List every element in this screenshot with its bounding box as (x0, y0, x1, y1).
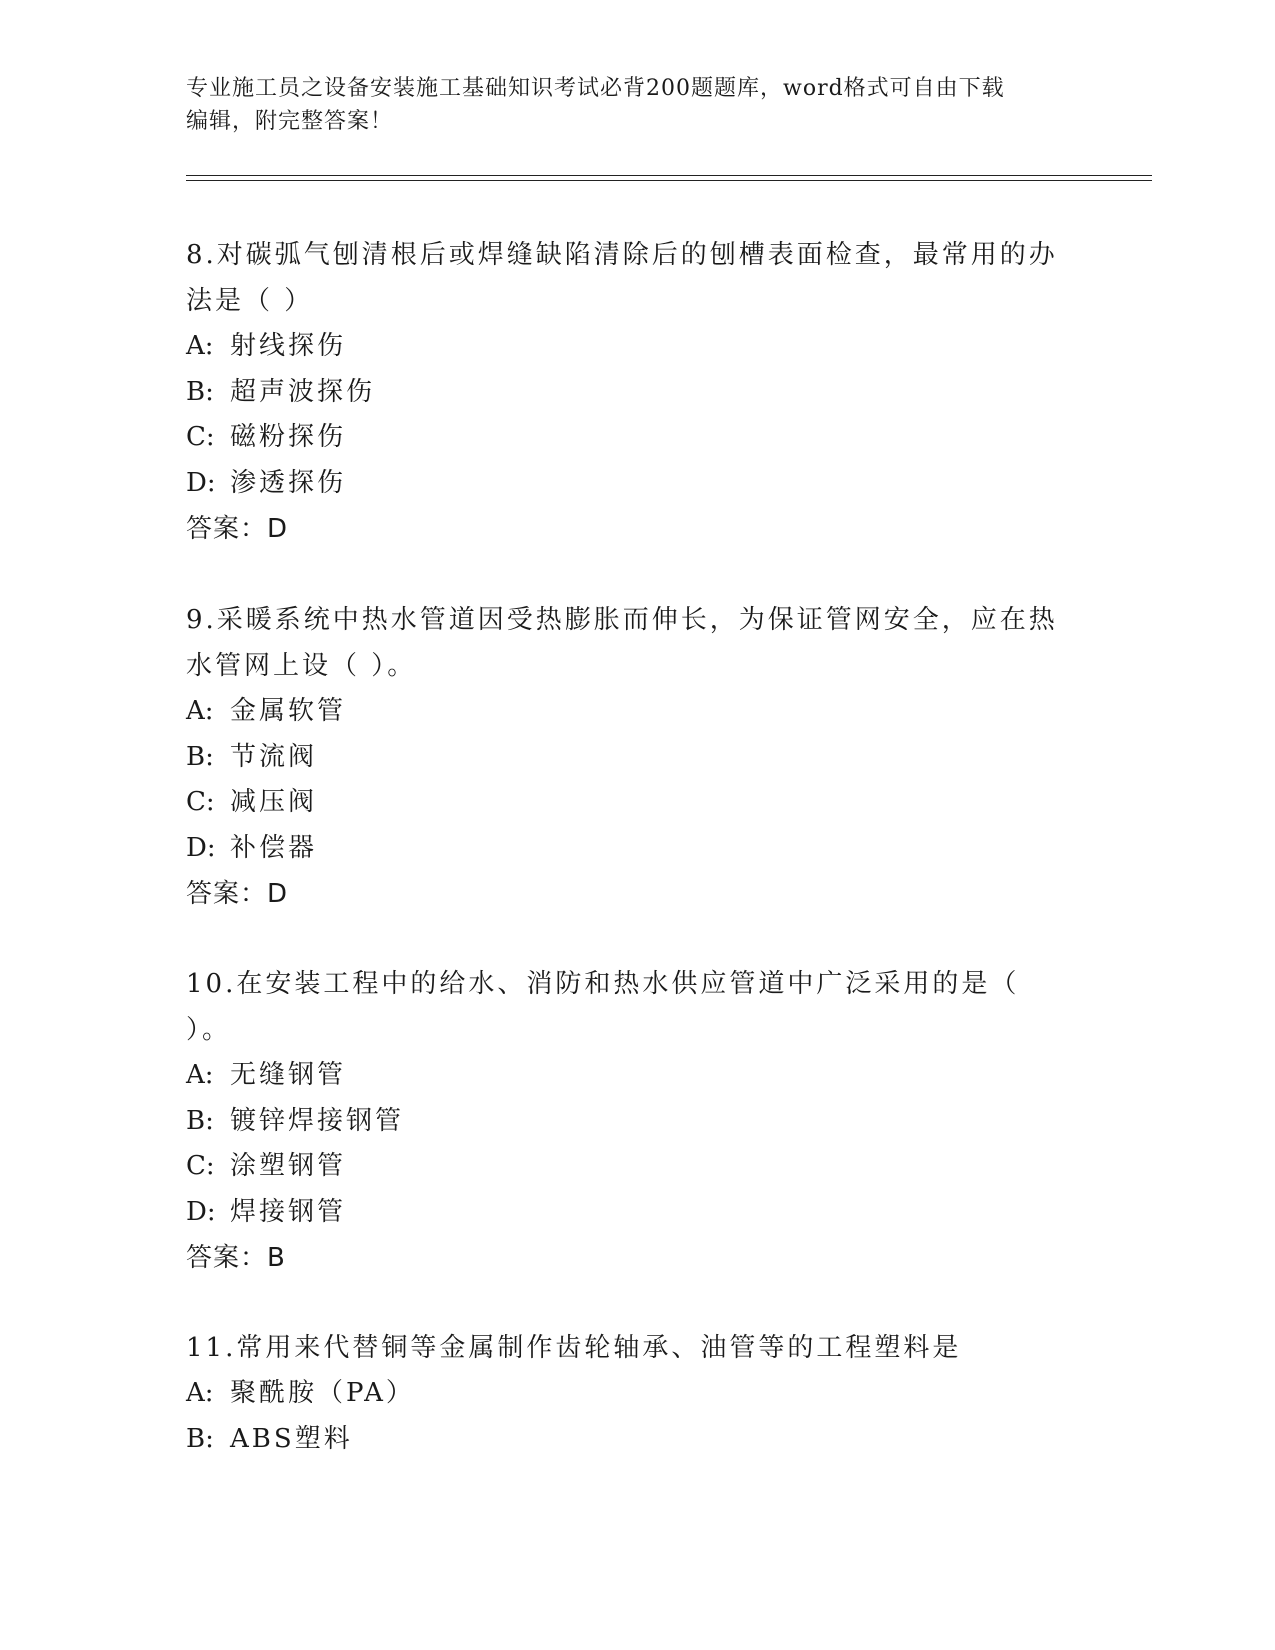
option-text: 射线探伤 (230, 331, 347, 361)
question-11 (186, 1325, 1066, 1462)
question-9 (186, 597, 1066, 917)
question-text: 11.常用来代替铜等金属制作齿轮轴承、油管等的工程塑料是 (186, 1333, 962, 1363)
option-text: 聚酰胺（PA） (230, 1378, 415, 1408)
option-key: A: (186, 696, 214, 726)
option-b (186, 735, 1066, 781)
answer-line: 答案：D (186, 514, 289, 544)
option-text: ABS塑料 (230, 1423, 353, 1454)
option-key: D: (186, 1196, 216, 1227)
option-key: A: (186, 1060, 214, 1090)
option-text: 补偿器 (230, 832, 318, 863)
option-d (186, 1190, 1066, 1236)
option-key: C: (186, 422, 215, 452)
option-a (186, 324, 1066, 370)
option-d (186, 461, 1066, 507)
option-text: 超声波探伤 (230, 376, 376, 407)
option-key: A: (186, 1378, 214, 1408)
option-key: B: (186, 1105, 214, 1136)
option-text: 无缝钢管 (230, 1060, 347, 1090)
option-text: 焊接钢管 (230, 1196, 347, 1227)
question-text: 8.对碳弧气刨清根后或焊缝缺陷清除后的刨槽表面检查，最常用的办法是（ ） (186, 240, 1058, 316)
option-c (186, 415, 1066, 461)
option-d (186, 826, 1066, 872)
option-b (186, 1099, 1066, 1145)
option-text: 磁粉探伤 (230, 422, 347, 452)
option-text: 镀锌焊接钢管 (230, 1105, 405, 1136)
option-key: A: (186, 331, 214, 361)
option-text: 涂塑钢管 (230, 1151, 347, 1181)
header-divider-top (186, 175, 1152, 176)
option-b (186, 370, 1066, 416)
option-key: D: (186, 832, 216, 863)
option-b (186, 1417, 1066, 1463)
option-a (186, 689, 1066, 735)
option-key: B: (186, 376, 214, 407)
option-key: B: (186, 1423, 214, 1454)
header-title-line: 专业施工员之设备安装施工基础知识考试必背200题题库，word格式可自由下载 (186, 76, 1005, 101)
option-text: 减压阀 (230, 787, 318, 817)
header-divider-bottom (186, 180, 1152, 181)
answer-line: 答案：D (186, 879, 289, 909)
option-key: D: (186, 467, 216, 498)
document-page (186, 0, 1146, 1650)
document-header (186, 72, 1086, 138)
option-key: B: (186, 741, 214, 772)
option-text: 节流阀 (230, 741, 318, 772)
question-text: 9.采暖系统中热水管道因受热膨胀而伸长，为保证管网安全，应在热水管网上设（ ）。 (186, 605, 1058, 681)
question-10 (186, 961, 1066, 1281)
question-text: 10.在安装工程中的给水、消防和热水供应管道中广泛采用的是（ ）。 (186, 969, 1020, 1045)
option-c (186, 1144, 1066, 1190)
option-key: C: (186, 1151, 215, 1181)
answer-line: 答案：B (186, 1243, 286, 1273)
option-key: C: (186, 787, 215, 817)
option-a (186, 1371, 1066, 1417)
question-8 (186, 232, 1066, 552)
header-subtitle-line: 编辑，附完整答案！ (186, 109, 394, 134)
option-text: 金属软管 (230, 696, 347, 726)
option-text: 渗透探伤 (230, 467, 347, 498)
option-c (186, 780, 1066, 826)
option-a (186, 1053, 1066, 1099)
